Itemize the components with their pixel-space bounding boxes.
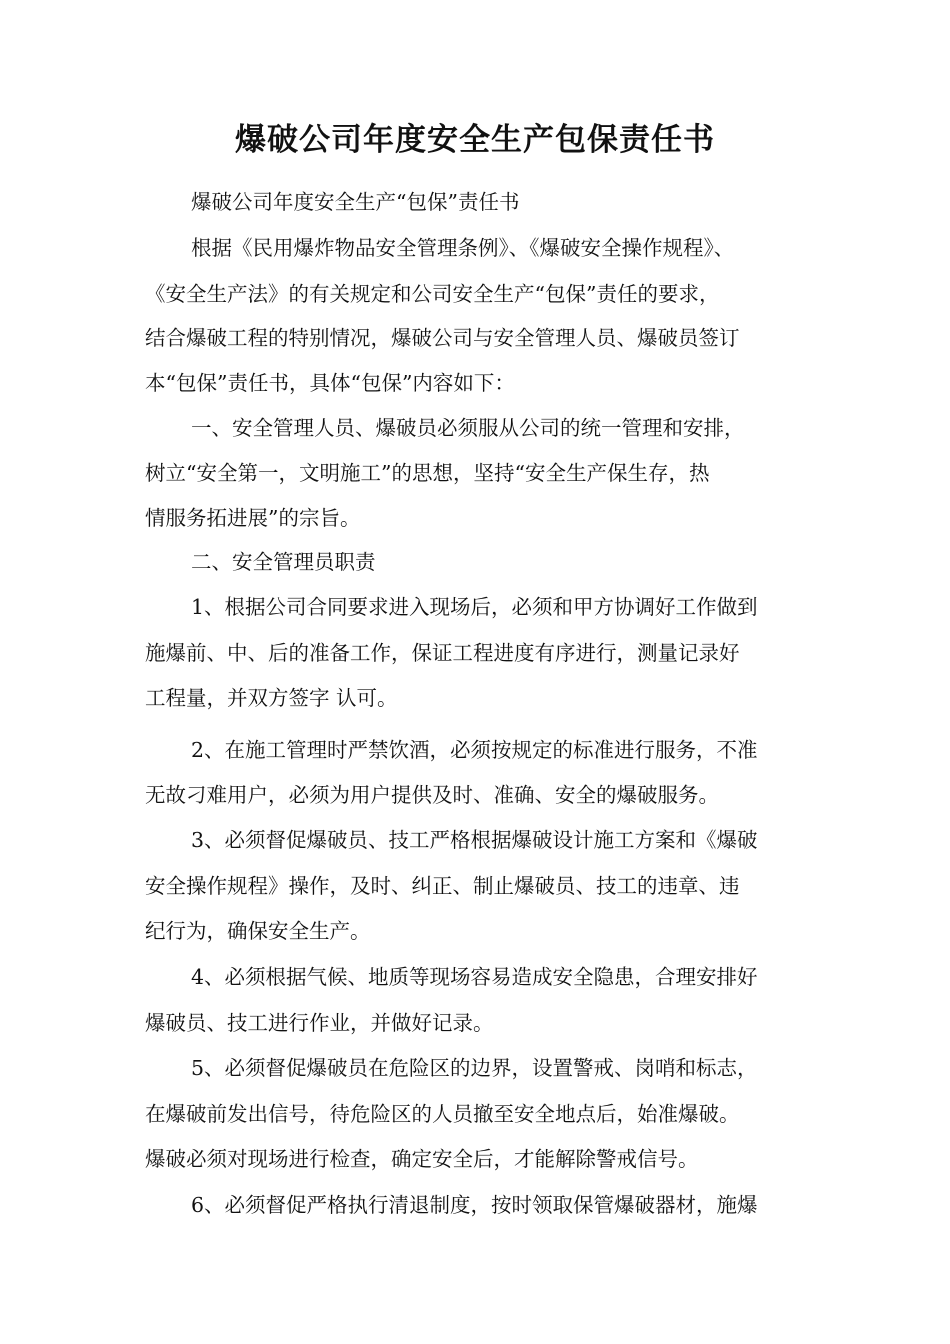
paragraph-line: 1、根据公司合同要求进入现场后，必须和甲方协调好工作做到 [191,595,758,619]
document-title: 爆破公司年度安全生产包保责任书 [235,122,715,158]
paragraph-line: 2、在施工管理时严禁饮酒，必须按规定的标准进行服务，不准 [191,738,758,762]
paragraph-line: 爆破必须对现场进行检查，确定安全后，才能解除警戒信号。 [145,1147,699,1171]
paragraph-line: 纪行为，确保安全生产。 [145,919,371,943]
paragraph-line: 《安全生产法》的有关规定和公司安全生产“包保”责任的要求， [145,282,720,306]
paragraph-line: 情服务拓进展”的宗旨。 [145,506,361,530]
paragraph-line: 树立“安全第一，文明施工”的思想，坚持“安全生产保生存，热 [145,461,710,485]
paragraph-line: 在爆破前发出信号，待危险区的人员撤至安全地点后，始准爆破。 [145,1102,740,1126]
paragraph-line: 工程量，并双方签字 认可。 [145,686,398,710]
paragraph-line: 6、必须督促严格执行清退制度，按时领取保管爆破器材，施爆 [191,1193,758,1217]
paragraph-line: 结合爆破工程的特别情况，爆破公司与安全管理人员、爆破员签订 [145,326,740,350]
paragraph-line: 一、安全管理人员、爆破员必须服从公司的统一管理和安排， [191,416,745,440]
paragraph-line: 本“包保”责任书，具体“包保”内容如下： [145,371,515,395]
paragraph-line: 3、必须督促爆破员、技工严格根据爆破设计施工方案和《爆破 [191,828,758,852]
paragraph-line: 4、必须根据气候、地质等现场容易造成安全隐患，合理安排好 [191,965,758,989]
section-heading: 二、安全管理员职责 [191,550,376,574]
paragraph-line: 5、必须督促爆破员在危险区的边界，设置警戒、岗哨和标志， [191,1056,758,1080]
paragraph-line: 安全操作规程》操作，及时、纠正、制止爆破员、技工的违章、违 [145,874,740,898]
paragraph-line: 根据《民用爆炸物品安全管理条例》、《爆破安全操作规程》、 [191,236,735,260]
subtitle-line: 爆破公司年度安全生产“包保”责任书 [191,190,520,214]
paragraph-line: 爆破员、技工进行作业，并做好记录。 [145,1011,494,1035]
paragraph-line: 无故刁难用户，必须为用户提供及时、准确、安全的爆破服务。 [145,783,719,807]
paragraph-line: 施爆前、中、后的准备工作，保证工程进度有序进行，测量记录好 [145,641,740,665]
